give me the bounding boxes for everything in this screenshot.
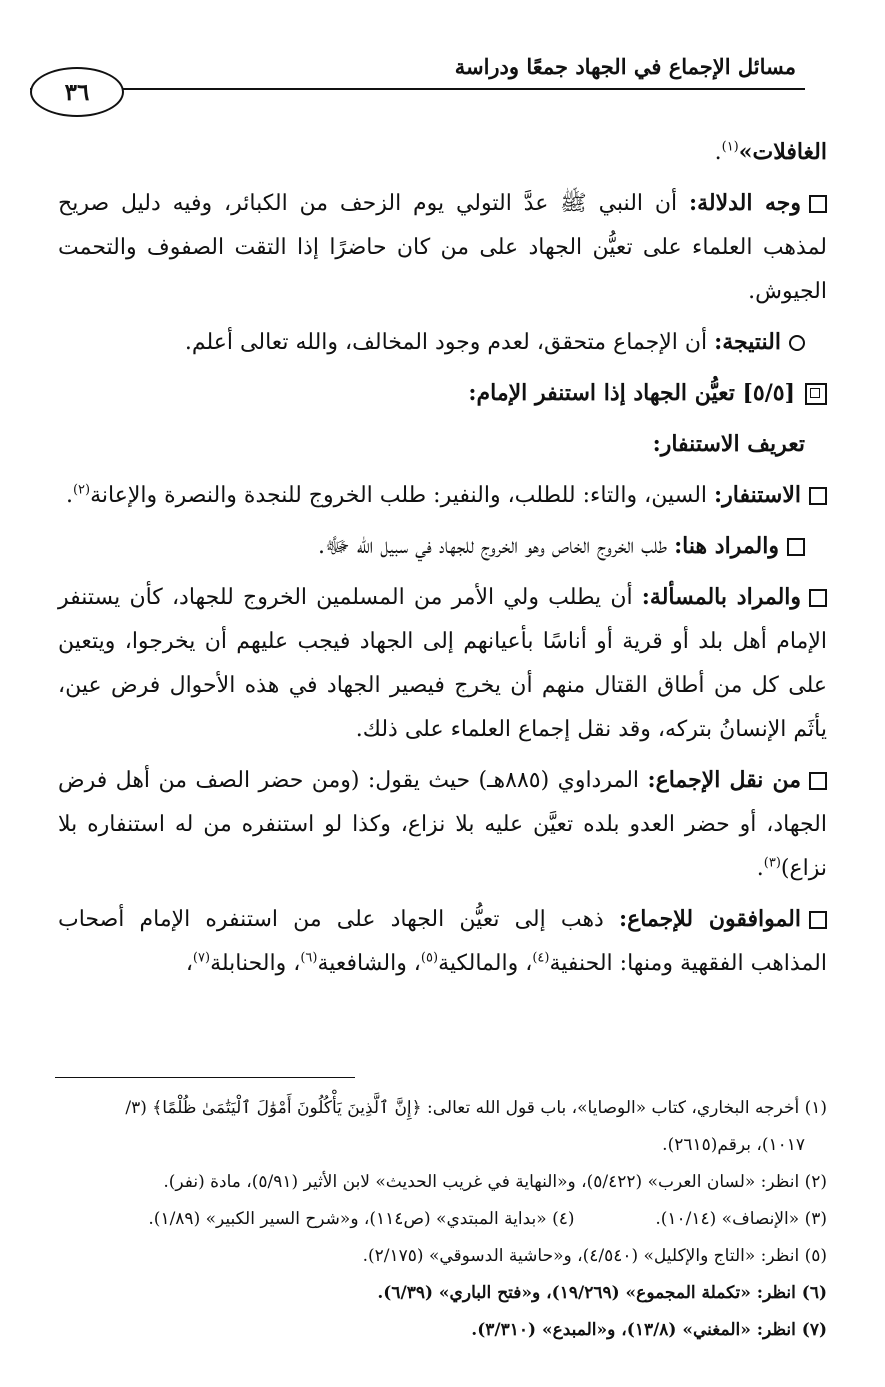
footnote-ref-5: (٥) [420,950,439,966]
circle-bullet-icon [789,335,805,351]
label-agreeing: الموافقون للإجماع: [618,906,802,932]
square-bullet-icon [809,772,827,790]
label-meaning-here: والمراد هنا: [674,533,779,559]
paragraph-continuation [58,130,827,175]
footnote-1-continued: ١٠١٧)، برقم(٢٦١٥). [662,1135,805,1155]
square-bullet-icon [787,538,805,556]
label-istinfar: الاستنفار: [714,482,801,508]
label-consensus-source: من نقل الإجماع: [647,767,801,793]
paragraph-result [58,320,827,365]
footnote-7: (٧) انظر: «المغني» (١٣/٨)، و«المبدع» (٣/٣١٠). [471,1320,827,1340]
punctuation: . [65,483,73,508]
footnote-3: (٣) «الإنصاف» (١٠/١٤). [655,1209,827,1229]
footnote-ref-2: (٢) [72,482,91,498]
square-bullet-icon [809,487,827,505]
running-title: مسائل الإجماع في الجهاد جمعًا ودراسة [454,54,796,79]
section-title: [٥/٥] تعيُّن الجهاد إذا استنفر الإمام: [468,380,795,406]
section-heading [58,371,827,416]
meaning-issue-text: أن يطلب ولي الأمر من المسلمين الخروج للجهاد، كأن يستنفر الإمام أهل بلد أو قرية أو أناسًا بأعيانهم إلى الجهاد فيجب عليهم أن يخرجوا، ويتعين على كل من أطاق القتال منهم أن يخرج فيصير الجهاد في هذه الأحوال فرض عين، يأثَم الإنسانُ بتركه، وقد نقل إجماع العلماء على ذلك. [58,585,827,742]
label-evidence: وجه الدلالة: [688,190,801,216]
page-number: ٣٦ [30,67,124,117]
consensus-source-text: المرداوي (٨٨٥هـ) حيث يقول: (ومن حضر الصف من أهل فرض الجهاد، أو حضر العدو بلده تعيَّن عليه بلا نزاع، وكذا لو استنفره من له استنفاره بلا نزاع) [58,768,827,881]
square-bullet-icon [809,195,827,213]
header-rule [30,88,805,90]
agreeing-maliki: ، والمالكية [438,951,533,976]
definition-heading [58,422,827,467]
main-text [58,130,827,992]
result-text: أن الإجماع متحقق، لعدم وجود المخالف، والله تعالى أعلم. [184,330,708,355]
agreeing-shafii: ، والشافعية [317,951,421,976]
square-bullet-icon [809,589,827,607]
footnote-1: (١) أخرجه البخاري، كتاب «الوصايا»، باب قول الله تعالى: ﴿إِنَّ ٱلَّذِينَ يَأْكُلُونَ أَمْوَٰلَ ٱلْيَتَٰمَىٰ ظُلْمًا﴾ (٣/ [125,1098,827,1118]
label-meaning-issue: والمراد بالمسألة: [641,584,802,610]
agreeing-hanbali: ، والحنابلة [210,951,301,976]
paragraph-agreeing [58,897,827,986]
page-header [30,40,830,110]
footnote-6: (٦) انظر: «تكملة المجموع» (١٩/٢٦٩)، و«فتح الباري» (٦/٣٩). [377,1283,827,1303]
continuation-text: الغافلات» [738,139,827,165]
definition-text: السين، والتاء: للطلب، والنفير: طلب الخروج للنجدة والنصرة والإعانة [90,483,708,508]
footnote-3-4-line [58,1201,827,1238]
footnote-2: (٢) انظر: «لسان العرب» (٥/٤٢٢)، و«النهاية في غريب الحديث» لابن الأثير (٥/٩١)، مادة (نفر). [163,1172,827,1192]
footnote-ref-4: (٤) [532,950,550,966]
square-bullet-icon [809,911,827,929]
footnotes [58,1090,827,1349]
footnote-ref-6: (٦) [300,950,318,966]
paragraph-meaning-here [58,524,827,569]
footnote-separator [55,1077,355,1078]
punctuation: ، [185,951,193,976]
evidence-text: أن النبي ﷺ عدَّ التولي يوم الزحف من الكبائر، وفيه دليل صريح لمذهب العلماء على تعيُّن الجهاد على من كان حاضرًا إذا التقت الصفوف والتحمت الجيوش. [58,191,827,304]
definition-title: تعريف الاستنفار: [652,431,805,457]
punctuation: . [714,140,722,165]
footnote-ref-1: (١) [721,139,739,155]
paragraph-meaning-issue [58,575,827,752]
footnote-5: (٥) انظر: «التاج والإكليل» (٤/٥٤٠)، و«حاشية الدسوقي» (٢/١٧٥). [362,1246,827,1266]
paragraph-definition [58,473,827,518]
paragraph-evidence [58,181,827,314]
punctuation: . [756,856,764,881]
agreeing-text: ذهب إلى تعيُّن الجهاد على من استنفره الإمام أصحاب المذاهب الفقهية ومنها: الحنفية [58,907,827,976]
footnote-ref-7: (٧) [192,950,211,966]
section-pages-icon [805,383,827,405]
label-result: النتيجة: [714,329,781,355]
paragraph-consensus-source [58,758,827,891]
footnote-ref-3: (٣) [763,855,781,871]
footnote-4: (٤) «بداية المبتدي» (ص١١٤)، و«شرح السير الكبير» (١/٨٩). [148,1209,575,1229]
meaning-here-text: طلب الخروج الخاص وهو الخروج للجهاد في سبيل الله ﷻ. [317,534,668,559]
